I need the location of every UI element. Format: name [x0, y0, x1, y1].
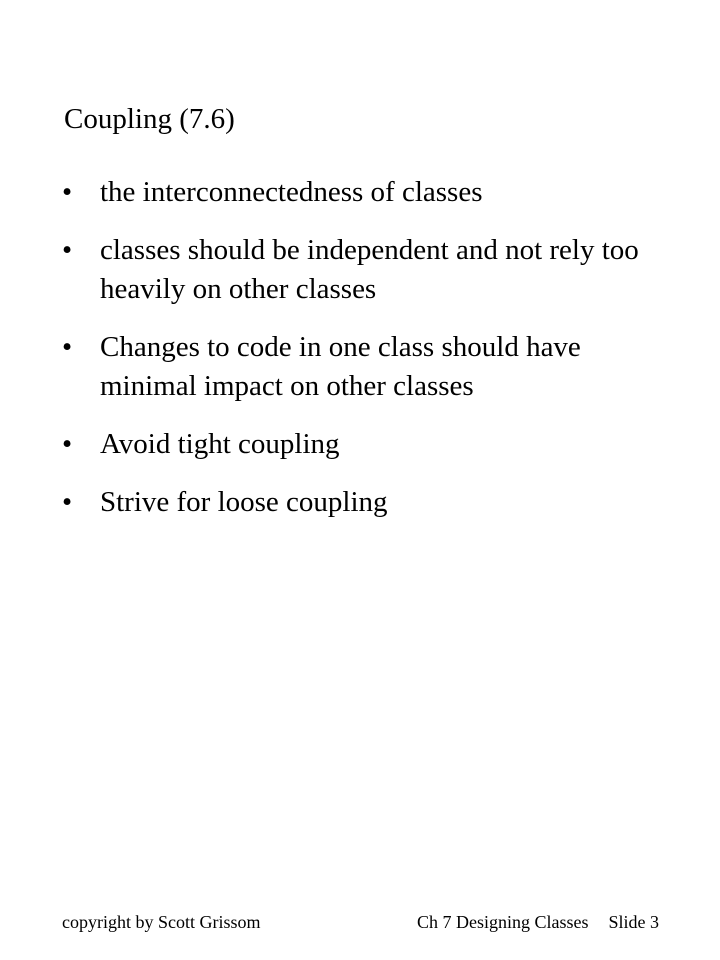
bullet-text: Changes to code in one class should have minimal impact on other classes [100, 331, 581, 402]
footer-chapter: Ch 7 Designing Classes [416, 912, 589, 932]
bullet-item [62, 483, 682, 522]
bullet-text: the interconnectedness of classes [100, 176, 483, 208]
bullet-item [62, 328, 682, 406]
bullet-list [62, 173, 682, 541]
bullet-text: Avoid tight coupling [100, 428, 340, 460]
bullet-dot-icon: • [62, 176, 73, 208]
bullet-item [62, 173, 682, 212]
footer-copyright: copyright by Scott Grissom [62, 912, 261, 932]
slide-title: Coupling (7.6) [64, 103, 235, 135]
bullet-item [62, 425, 682, 464]
footer-slide-info [417, 911, 659, 933]
bullet-dot-icon: • [62, 331, 73, 363]
bullet-dot-icon: • [62, 234, 73, 266]
footer-slide-number: Slide 3 [608, 912, 659, 932]
bullet-text: classes should be independent and not rely too heavily on other classes [100, 234, 639, 305]
bullet-item [62, 231, 682, 309]
bullet-dot-icon: • [62, 486, 73, 518]
bullet-text: Strive for loose coupling [100, 486, 388, 518]
bullet-dot-icon: • [62, 428, 73, 460]
